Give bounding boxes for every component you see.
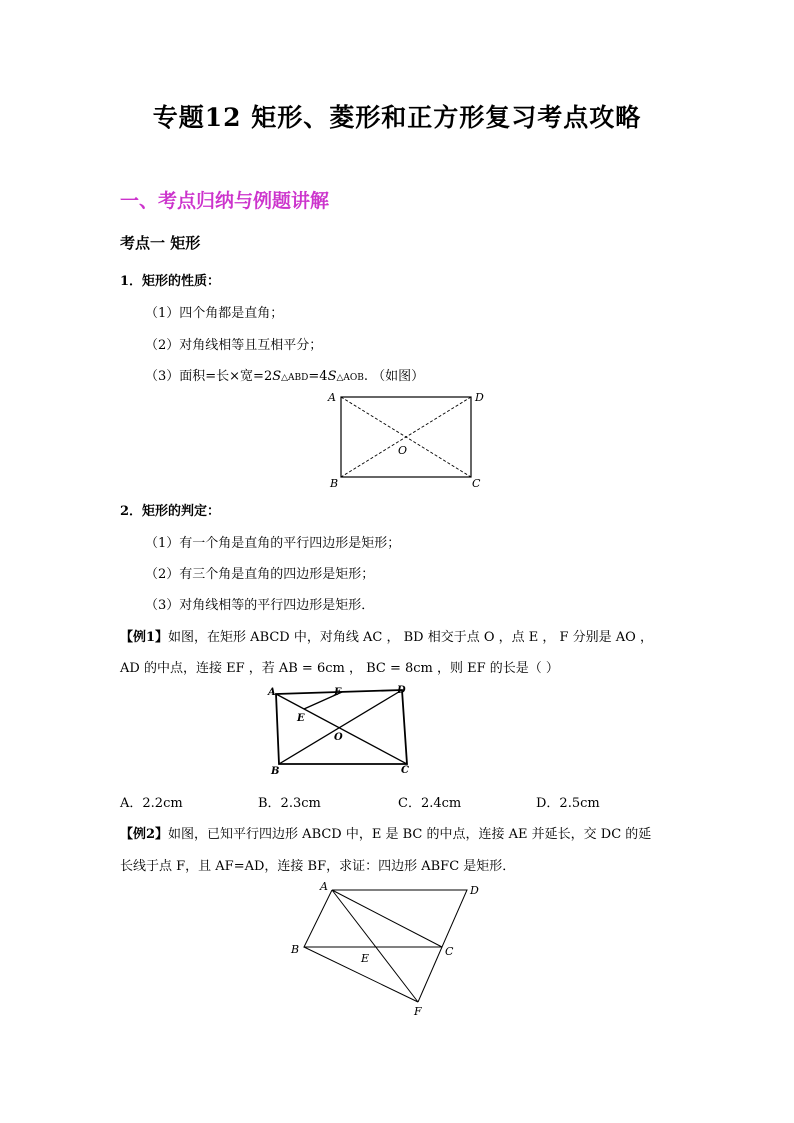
segment-ac [332,890,442,947]
label-b: B [330,477,339,490]
option-d: D．2.5cm [536,796,600,811]
label-a: A [268,687,276,698]
label-o: O [398,444,408,457]
example-2-line-2: 长线于点 F，且 AF=AD，连接 BF，求证：四边形 ABFC 是矩形． [120,859,516,874]
rectangle-figure [320,386,490,491]
label-f: F [414,1005,422,1018]
segment-af [332,890,418,1002]
property-3: （3）面积=长×宽=2S△ABD=4S△AOB. （如图） [145,369,425,384]
judgement-2: （2）有三个角是直角的四边形是矩形； [145,567,375,582]
label-a: A [328,391,336,404]
example-1-line-2: AD 的中点，连接 EF ，若 AB = 6cm ， BC = 8cm ，则 EF 的长是（ ） [120,661,559,676]
section-heading: 一、考点归纳与例题讲解 [120,190,330,212]
example-1-line-1: 【例1】如图，在矩形 ABCD 中，对角线 AC ， BD 相交于点 O ，点 E ， F 分别是 AO ， [120,630,653,645]
properties-heading: 1．矩形的性质： [120,274,221,289]
parallelogram-abcd [304,890,467,947]
example-2-figure [285,878,495,1020]
label-d: D [397,685,406,696]
label-b: B [271,766,280,777]
label-a: A [320,880,328,893]
label-b: B [291,943,300,956]
property-1: （1）四个角都是直角； [145,306,284,321]
label-e: E [361,952,370,965]
judgement-1: （1）有一个角是直角的平行四边形是矩形； [145,536,401,551]
label-o: O [334,732,343,743]
label-d: D [470,884,479,897]
option-c: C．2.4cm [398,796,462,811]
label-d: D [475,391,484,404]
segment-cf [418,947,442,1002]
example-2-line-1: 【例2】如图，已知平行四边形 ABCD 中，E 是 BC 的中点，连接 AE 并延长，交 DC 的延 [120,827,652,842]
judgement-3: （3）对角线相等的平行四边形是矩形． [145,598,375,613]
option-a: A．2.2cm [120,796,183,811]
judgement-heading: 2．矩形的判定： [120,504,221,519]
property-2: （2）对角线相等且互相平分； [145,338,323,353]
example-1-figure [262,682,422,777]
diagonal-bd [279,690,402,764]
label-c: C [445,945,454,958]
page-title: 专题12 矩形、菱形和正方形复习考点攻略 [152,103,642,132]
label-e: E [297,713,305,724]
label-f: F [334,687,342,698]
kaodian-heading: 考点一 矩形 [120,234,201,252]
label-c: C [401,765,409,776]
label-c: C [472,477,481,490]
option-b: B．2.3cm [258,796,321,811]
